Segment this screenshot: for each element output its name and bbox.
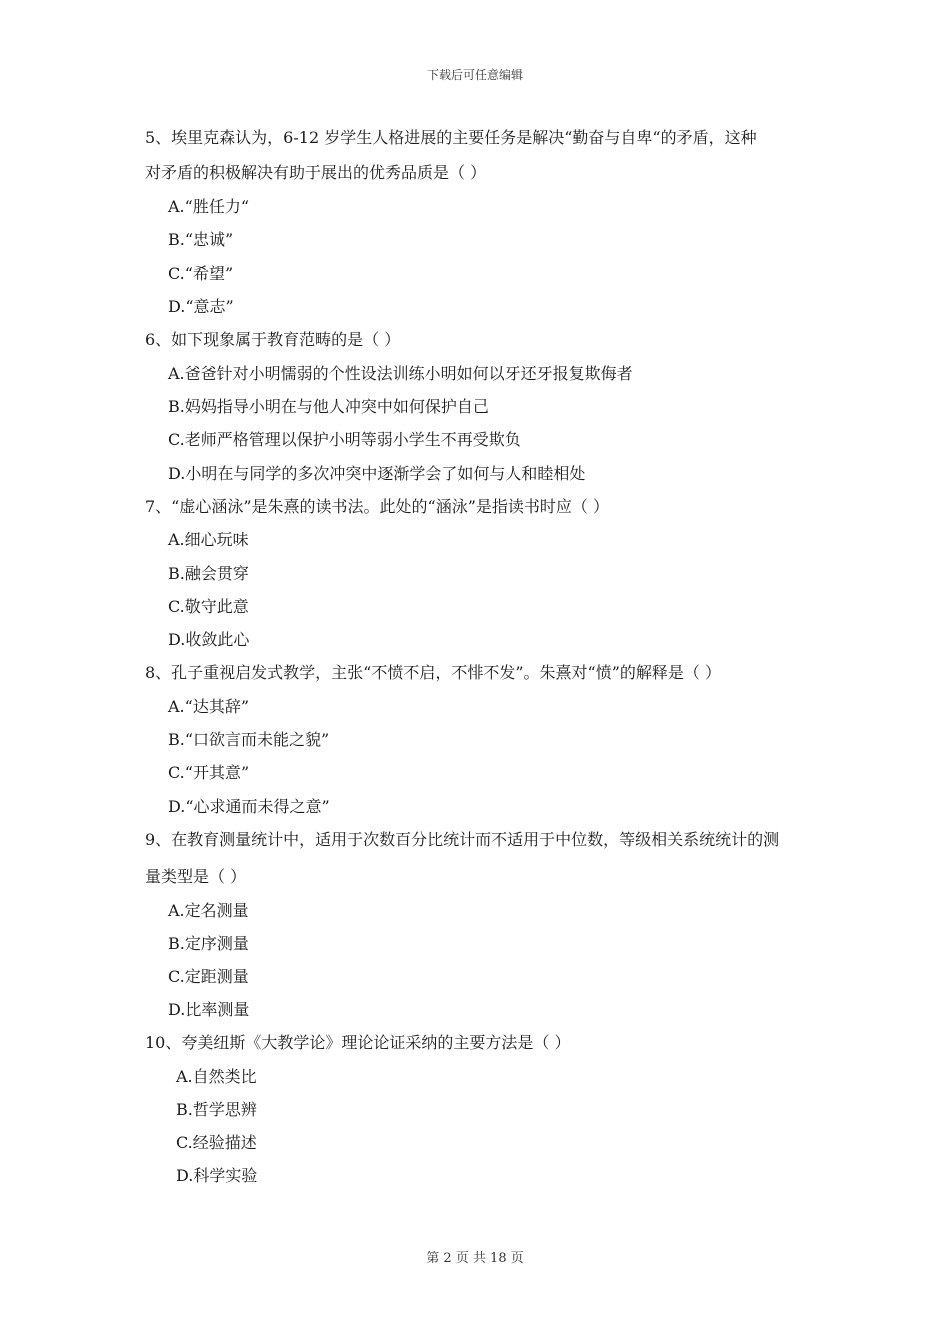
question-9-option-d: D.比率测量 bbox=[168, 1000, 250, 1019]
question-9-stem-line-1: 9、在教育测量统计中，适用于次数百分比统计而不适用于中位数，等级相关系统统计的测 bbox=[145, 830, 780, 849]
question-8-option-c: C.“开其意” bbox=[168, 763, 250, 782]
question-10-option-a: A.自然类比 bbox=[176, 1067, 257, 1086]
question-7-option-d: D.收敛此心 bbox=[168, 630, 250, 649]
question-9-option-b: B.定序测量 bbox=[168, 934, 249, 953]
question-8-stem: 8、孔子重视启发式教学，主张“不愤不启，不悱不发”。朱熹对“愤”的解释是（ ） bbox=[145, 663, 721, 682]
question-7-stem: 7、“虚心涵泳”是朱熹的读书法。此处的“涵泳”是指读书时应（ ） bbox=[145, 497, 609, 516]
page-header: 下载后可任意编辑 bbox=[426, 68, 523, 82]
question-6-option-b: B.妈妈指导小明在与他人冲突中如何保护自己 bbox=[168, 397, 489, 416]
question-9-option-c: C.定距测量 bbox=[168, 967, 249, 986]
question-8-option-d: D.“心求通而未得之意” bbox=[168, 797, 330, 816]
question-7-option-b: B.融会贯穿 bbox=[168, 564, 249, 583]
question-5-option-a: A.“胜任力“ bbox=[168, 197, 250, 216]
question-5-option-d: D.“意志” bbox=[168, 297, 234, 316]
question-7-option-c: C.敬守此意 bbox=[168, 597, 249, 616]
question-10-option-b: B.哲学思辨 bbox=[176, 1100, 257, 1119]
question-6-option-c: C.老师严格管理以保护小明等弱小学生不再受欺负 bbox=[168, 430, 521, 449]
question-10-option-c: C.经验描述 bbox=[176, 1133, 257, 1152]
question-10-option-d: D.科学实验 bbox=[176, 1166, 258, 1185]
question-5-stem-line-2: 对矛盾的积极解决有助于展出的优秀品质是（ ） bbox=[145, 163, 487, 182]
question-6-option-a: A.爸爸针对小明懦弱的个性设法训练小明如何以牙还牙报复欺侮者 bbox=[168, 364, 633, 383]
question-10-stem: 10、夸美纽斯《大教学论》理论论证采纳的主要方法是（ ） bbox=[145, 1033, 571, 1052]
question-6-stem: 6、如下现象属于教育范畴的是（ ） bbox=[145, 330, 401, 349]
page-footer: 第 2 页 共 18 页 bbox=[426, 1251, 524, 1266]
question-8-option-b: B.“口欲言而未能之貌” bbox=[168, 730, 330, 749]
question-5-stem-line-1: 5、埃里克森认为，6-12 岁学生人格进展的主要任务是解决“勤奋与自卑“的矛盾，这种 bbox=[145, 128, 757, 147]
question-7-option-a: A.细心玩味 bbox=[168, 530, 249, 549]
question-5-option-c: C.“希望” bbox=[168, 264, 234, 283]
question-9-option-a: A.定名测量 bbox=[168, 901, 249, 920]
question-6-option-d: D.小明在与同学的多次冲突中逐渐学会了如何与人和睦相处 bbox=[168, 464, 586, 483]
question-5-option-b: B.“忠诚” bbox=[168, 230, 234, 249]
question-8-option-a: A.“达其辞” bbox=[168, 697, 250, 716]
question-9-stem-line-2: 量类型是（ ） bbox=[145, 867, 247, 886]
